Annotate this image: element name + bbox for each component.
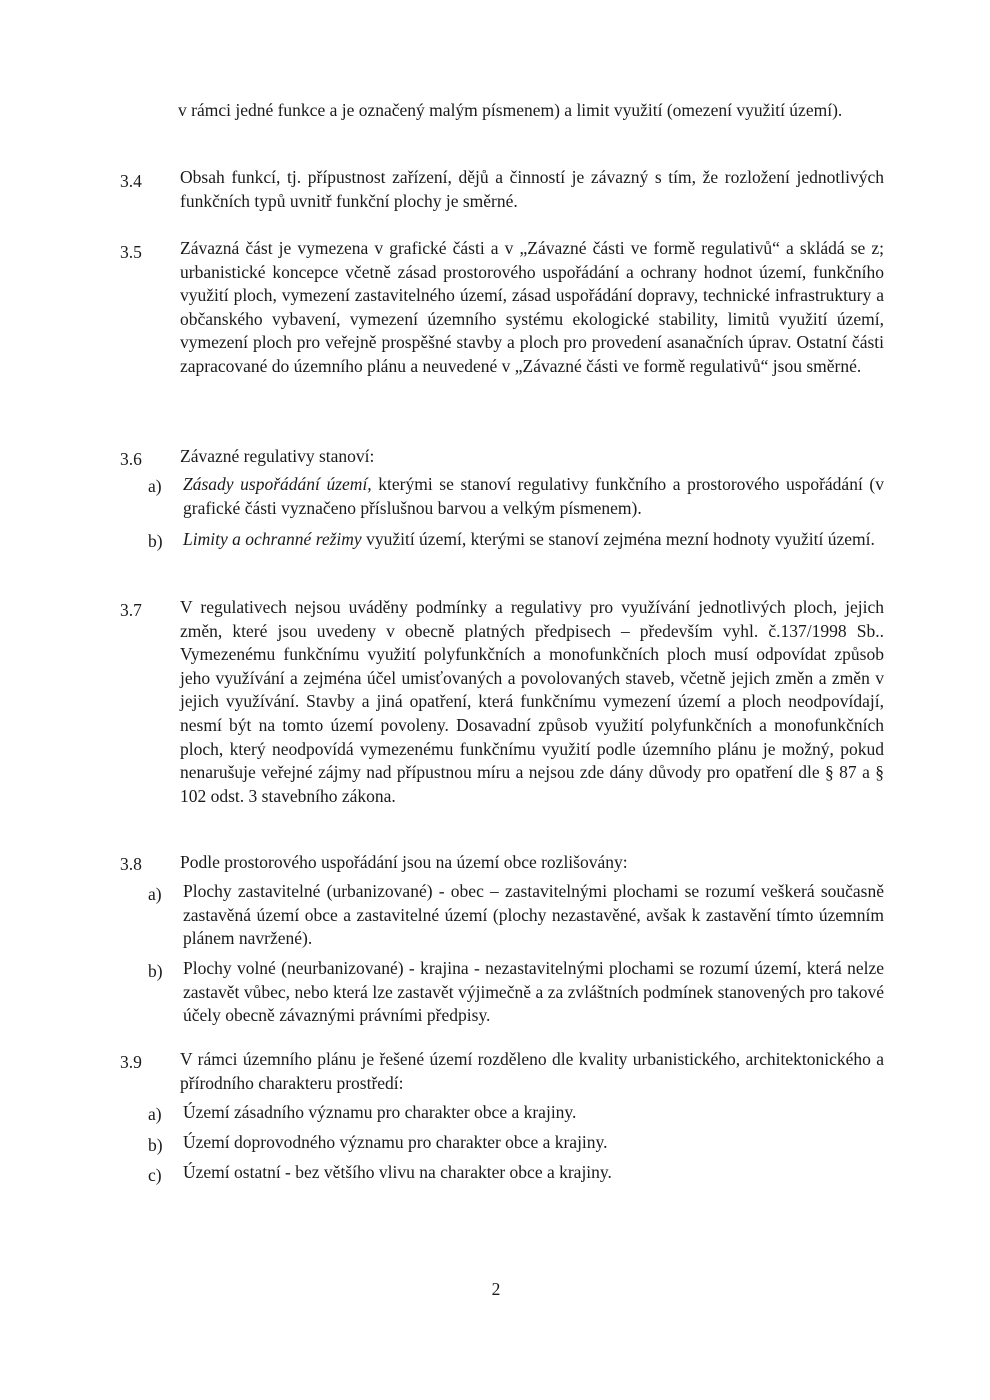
- item-text: Území doprovodného významu pro charakter obce a krajiny.: [183, 1132, 608, 1152]
- item-text: Území zásadního významu pro charakter obce a krajiny.: [183, 1102, 577, 1122]
- item-text: Plochy zastavitelné (urbanizované) - obec – zastavitelnými plochami se rozumí veškerá současně zastavěná území obce a zastavitelné území (plochy nezastavěné, avšak k zastavění tímto územním plánem navržené).: [183, 881, 884, 949]
- item-emphasis: Zásady uspořádání území,: [183, 474, 372, 494]
- intro-paragraph: v rámci jedné funkce a je označený malým písmenem) a limit využití (omezení využití území).: [178, 100, 843, 120]
- section-text: Závazná část je vymezena v grafické části a v „Závazné části ve formě regulativů“ a skládá se z; urbanistické koncepce včetně zásad prostorového uspořádání a ochrany hodnot území, funkčního využití ploch, vymezení zastavitelného území, zásad uspořádání dopravy, technické infrastruktury a občanského vybavení, vymezení územního systému ekologické stability, limitů využití území, vymezení ploch pro veřejně prospěšné stavby a ploch pro provedení asanačních úprav. Ostatní části zapracované do územního plánu a neuvedené v „Závazné části ve formě regulativů“ jsou směrné.: [180, 238, 884, 376]
- section-number: 3.8: [120, 854, 142, 874]
- item-letter: b): [148, 1135, 163, 1155]
- item-emphasis: Limity a ochranné režimy: [183, 529, 362, 549]
- item-text: [183, 528, 884, 552]
- item-text: Plochy volné (neurbanizované) - krajina - nezastavitelnými plochami se rozumí území, která nelze zastavět vůbec, nebo která lze zastavět výjimečně a za zvláštních podmínek stanovených pro takové účely obecně závaznými právními předpisy.: [183, 958, 884, 1026]
- section-text: Závazné regulativy stanoví:: [180, 446, 375, 466]
- item-text: Území ostatní - bez většího vlivu na charakter obce a krajiny.: [183, 1162, 612, 1182]
- item-letter: a): [148, 884, 162, 904]
- section-number: 3.6: [120, 449, 142, 469]
- section-text: Podle prostorového uspořádání jsou na území obce rozlišovány:: [180, 852, 628, 872]
- section-number: 3.5: [120, 242, 142, 262]
- section-number: 3.4: [120, 171, 142, 191]
- section-text: V regulativech nejsou uváděny podmínky a regulativy pro využívání jednotlivých ploch, jejich změn, které jsou uvedeny v obecně platných předpisech – především vyhl. č.137/1998 Sb.. Vymezenému funkčnímu využití polyfunkčních a monofunkčních ploch musí odpovídat způsob jeho využívání a zejména účel umisťovaných a povolovaných staveb, včetně jejich změn a změn v jejich využívání. Stavby a jiná opatření, která funkčnímu vymezení území a ploch neodpovídají, nesmí být na tomto území povoleny. Dosavadní způsob využití polyfunkčních a monofunkčních ploch, který neodpovídá vymezenému funkčnímu využití podle územního plánu je možný, pokud nenarušuje veřejné zájmy nad přípustnou míru a nejsou zde dány důvody pro opatření dle § 87 a § 102 odst. 3 stavebního zákona.: [180, 597, 884, 806]
- page-number: 2: [491, 1279, 501, 1299]
- item-letter: b): [148, 961, 163, 981]
- item-rest: využití území, kterými se stanoví zejména mezní hodnoty využití území.: [361, 529, 875, 549]
- section-number: 3.9: [120, 1052, 142, 1072]
- item-letter: c): [148, 1165, 162, 1185]
- item-letter: b): [148, 531, 163, 551]
- section-text: Obsah funkcí, tj. přípustnost zařízení, dějů a činností je závazný s tím, že rozložení jednotlivých funkčních typů uvnitř funkční plochy je směrné.: [180, 167, 884, 211]
- item-text: [183, 473, 884, 520]
- item-letter: a): [148, 1104, 162, 1124]
- item-letter: a): [148, 476, 162, 496]
- section-number: 3.7: [120, 600, 142, 620]
- item-rest: kterými se stanoví regulativy funkčního a prostorového uspořádání (v grafické části vyznačeno příslušnou barvou a velkým písmenem).: [183, 474, 884, 518]
- section-text: V rámci územního plánu je řešené území rozděleno dle kvality urbanistického, architektonického a přírodního charakteru prostředí:: [180, 1049, 884, 1093]
